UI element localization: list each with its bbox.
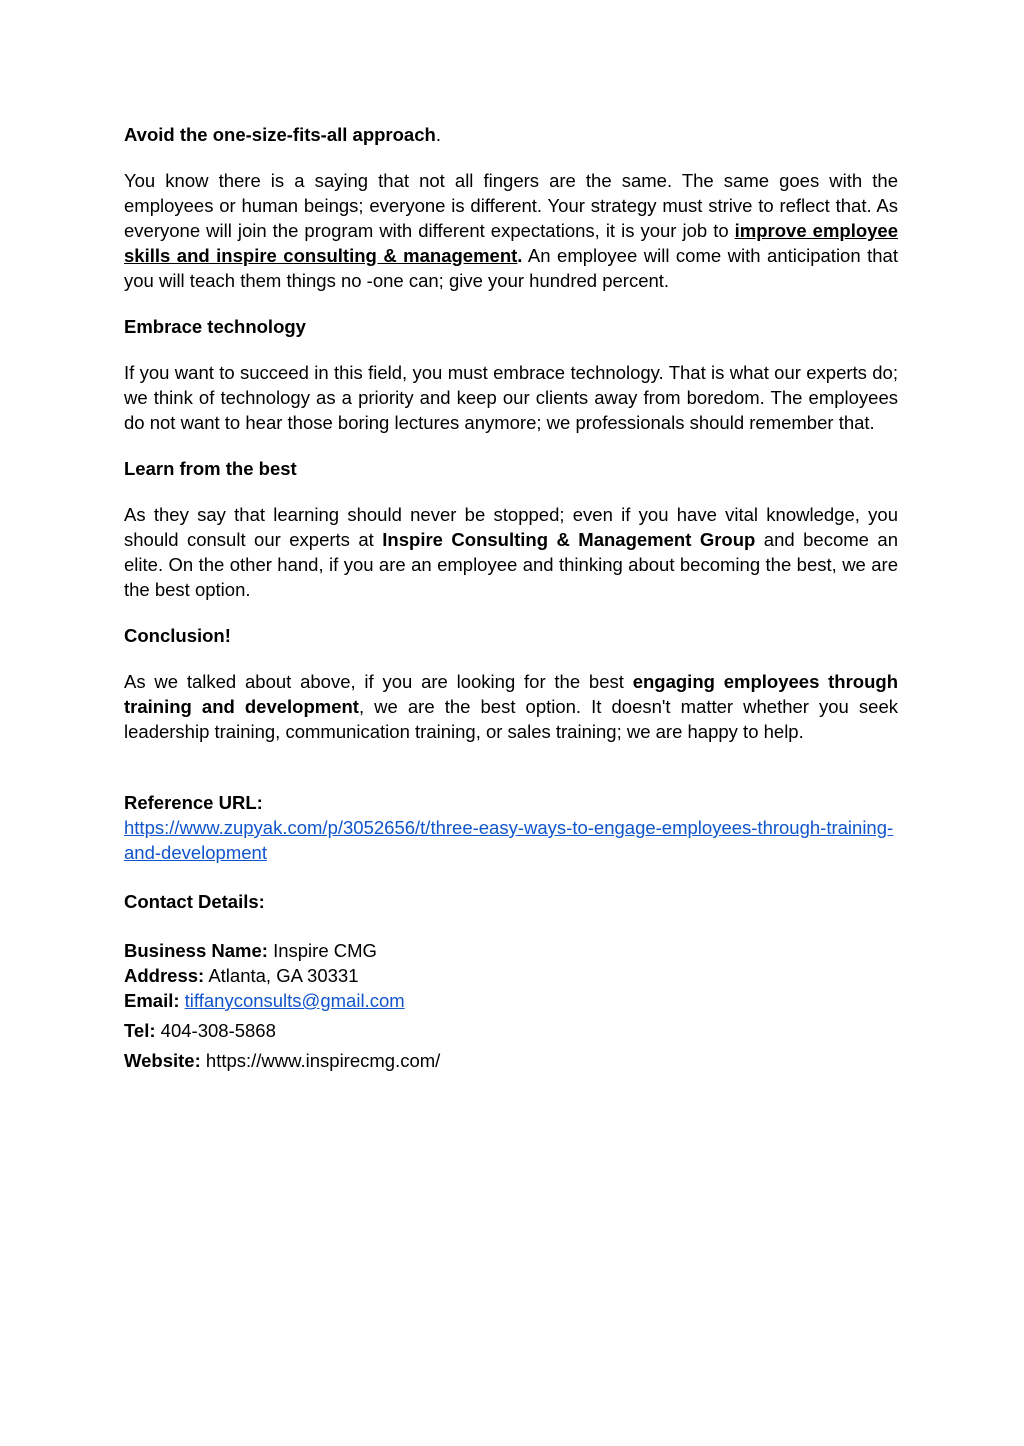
email-label: Email: [124, 990, 180, 1011]
contact-business [124, 938, 898, 963]
reference-label: Reference URL: [124, 792, 263, 813]
contact-website [124, 1048, 898, 1073]
paragraph-technology: If you want to succeed in this field, you must embrace technology. That is what our experts do; we think of technology as a priority and keep our clients away from boredom. The employees do not want to hear those boring lectures anymore; we professionals should remember that. [124, 362, 898, 433]
paragraph-conclusion: As we talked about above, if you are looking for the best engaging employees through training and development, we are the best option. It doesn't matter whether you seek leadership training, communication training, or sales training; we are happy to help. [124, 671, 899, 742]
heading-period: . [435, 124, 441, 145]
contact-tel [124, 1018, 898, 1043]
company-name-bold: Inspire Consulting & Management Group [382, 529, 756, 550]
tel-label: Tel: [124, 1020, 156, 1041]
address-value: Atlanta, GA 30331 [204, 965, 359, 986]
document-page [124, 122, 898, 1073]
reference-url-link[interactable]: https://www.zupyak.com/p/3052656/t/three-easy-ways-to-engage-employees-through-training-and-development [124, 817, 894, 863]
address-label: Address: [124, 965, 205, 986]
website-value: https://www.inspirecmg.com/ [200, 1050, 441, 1071]
business-label: Business Name: [124, 940, 268, 961]
business-value: Inspire CMG [267, 940, 377, 961]
paragraph-avoid: You know there is a saying that not all fingers are the same. The same goes with the employees or human beings; everyone is different. Your strategy must strive to reflect that. As everyone will join the program with different expectations, it is your job to improve employee skills and inspire consulting & management. An employee will come with anticipation that you will teach them things no -one can; give your hundred percent. [124, 170, 899, 291]
website-label: Website: [124, 1050, 201, 1071]
reference-url-container [124, 815, 894, 865]
section-heading-learn: Learn from the best [124, 458, 297, 479]
paragraph-learn: As they say that learning should never be stopped; even if you have vital knowledge, you should consult our experts at Inspire Consulting & Management Group and become an elite. On the other hand, if you are an employee and thinking about becoming the best, we are the best option. [124, 504, 898, 600]
contact-heading: Contact Details: [124, 891, 265, 912]
contact-address [124, 963, 898, 988]
tel-value: 404-308-5868 [155, 1020, 276, 1041]
email-link[interactable]: tiffanyconsults@gmail.com [184, 990, 405, 1011]
section-heading-conclusion: Conclusion! [124, 625, 231, 646]
section-heading-technology: Embrace technology [124, 316, 306, 337]
section-heading-avoid: Avoid the one-size-fits-all approach. [124, 124, 441, 145]
keyword-link-improve-skills[interactable]: improve employee skills and inspire consulting & management [124, 220, 899, 266]
keyword-engaging-employees: engaging employees through training and development [124, 671, 899, 717]
contact-email [124, 988, 898, 1013]
